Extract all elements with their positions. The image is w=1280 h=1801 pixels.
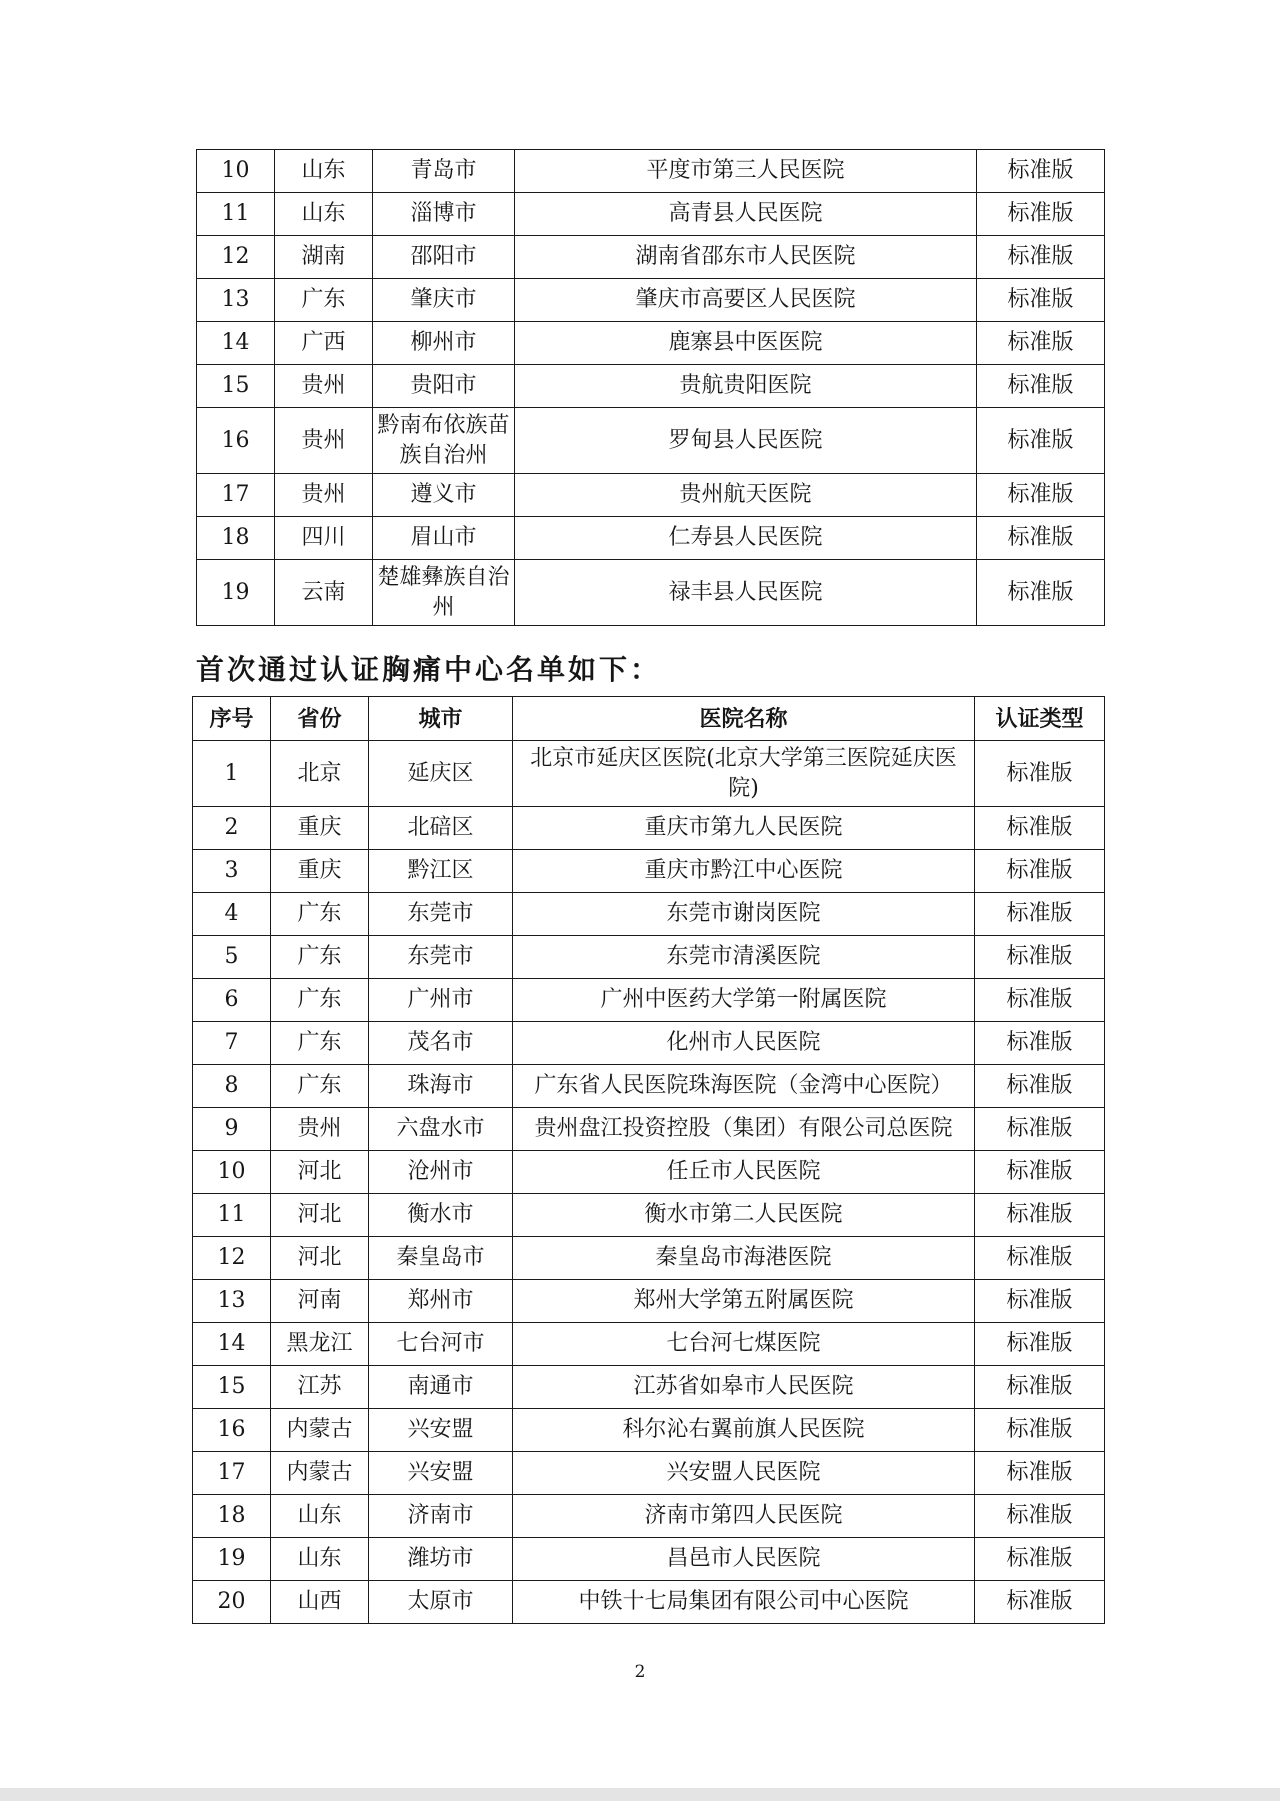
table-row [193, 850, 1105, 893]
cell-type: 标准版 [975, 1151, 1105, 1194]
cell-province: 河北 [271, 1194, 369, 1237]
cell-hospital: 广州中医药大学第一附属医院 [513, 979, 975, 1022]
cell-type: 标准版 [977, 322, 1105, 365]
cell-city: 青岛市 [373, 150, 515, 193]
cell-hospital: 重庆市第九人民医院 [513, 807, 975, 850]
cell-hospital: 江苏省如皋市人民医院 [513, 1366, 975, 1409]
cell-province: 贵州 [271, 1108, 369, 1151]
cell-city: 广州市 [369, 979, 513, 1022]
table-row [193, 1280, 1105, 1323]
header-type: 认证类型 [975, 697, 1105, 741]
cell-type: 标准版 [975, 936, 1105, 979]
table-row [197, 474, 1105, 517]
cell-city: 东莞市 [369, 893, 513, 936]
table-row [193, 893, 1105, 936]
cell-hospital: 科尔沁右翼前旗人民医院 [513, 1409, 975, 1452]
table-row [193, 1237, 1105, 1280]
cell-city: 兴安盟 [369, 1409, 513, 1452]
cell-city: 济南市 [369, 1495, 513, 1538]
cell-hospital: 秦皇岛市海港医院 [513, 1237, 975, 1280]
cell-type: 标准版 [977, 517, 1105, 560]
cell-no: 4 [193, 893, 271, 936]
cell-no: 11 [193, 1194, 271, 1237]
cell-hospital: 昌邑市人民医院 [513, 1538, 975, 1581]
cell-province: 内蒙古 [271, 1452, 369, 1495]
section-heading: 首次通过认证胸痛中心名单如下： [196, 653, 662, 686]
cell-type: 标准版 [975, 1581, 1105, 1624]
cell-city: 茂名市 [369, 1022, 513, 1065]
cell-no: 2 [193, 807, 271, 850]
cell-no: 12 [193, 1237, 271, 1280]
table-row [193, 1452, 1105, 1495]
cell-type: 标准版 [977, 560, 1105, 626]
cell-type: 标准版 [975, 1366, 1105, 1409]
cell-type: 标准版 [975, 807, 1105, 850]
cell-city: 衡水市 [369, 1194, 513, 1237]
cell-no: 11 [197, 193, 275, 236]
cell-city: 延庆区 [369, 741, 513, 807]
cell-type: 标准版 [977, 408, 1105, 474]
cell-province: 山东 [275, 150, 373, 193]
cell-no: 5 [193, 936, 271, 979]
cell-province: 广东 [271, 979, 369, 1022]
table-row [193, 1323, 1105, 1366]
cell-city: 六盘水市 [369, 1108, 513, 1151]
cell-no: 19 [193, 1538, 271, 1581]
header-province: 省份 [271, 697, 369, 741]
cell-type: 标准版 [975, 1323, 1105, 1366]
cell-no: 16 [197, 408, 275, 474]
table-row [197, 279, 1105, 322]
cell-type: 标准版 [975, 1452, 1105, 1495]
cell-city: 珠海市 [369, 1065, 513, 1108]
cell-city: 秦皇岛市 [369, 1237, 513, 1280]
cell-city: 七台河市 [369, 1323, 513, 1366]
table-row [197, 560, 1105, 626]
cell-hospital: 湖南省邵东市人民医院 [515, 236, 977, 279]
cell-type: 标准版 [977, 279, 1105, 322]
cell-province: 江苏 [271, 1366, 369, 1409]
cell-type: 标准版 [975, 1538, 1105, 1581]
cell-hospital: 贵航贵阳医院 [515, 365, 977, 408]
cell-hospital: 济南市第四人民医院 [513, 1495, 975, 1538]
cell-city: 潍坊市 [369, 1538, 513, 1581]
first-certified-chest-pain-centers-table [192, 696, 1105, 1624]
cell-hospital: 兴安盟人民医院 [513, 1452, 975, 1495]
cell-no: 1 [193, 741, 271, 807]
cell-hospital: 贵州盘江投资控股（集团）有限公司总医院 [513, 1108, 975, 1151]
cell-province: 河北 [271, 1237, 369, 1280]
cell-city: 北碚区 [369, 807, 513, 850]
cell-city: 楚雄彝族自治州 [373, 560, 515, 626]
cell-no: 14 [193, 1323, 271, 1366]
cell-city: 眉山市 [373, 517, 515, 560]
cell-type: 标准版 [977, 193, 1105, 236]
cell-city: 黔南布依族苗族自治州 [373, 408, 515, 474]
cell-type: 标准版 [975, 1108, 1105, 1151]
cell-city: 黔江区 [369, 850, 513, 893]
table-row [197, 236, 1105, 279]
cell-type: 标准版 [977, 150, 1105, 193]
cell-hospital: 七台河七煤医院 [513, 1323, 975, 1366]
table-row [193, 1022, 1105, 1065]
cell-hospital: 贵州航天医院 [515, 474, 977, 517]
cell-city: 太原市 [369, 1581, 513, 1624]
cell-city: 邵阳市 [373, 236, 515, 279]
cell-province: 广东 [271, 1065, 369, 1108]
cell-type: 标准版 [975, 1065, 1105, 1108]
cell-hospital: 罗甸县人民医院 [515, 408, 977, 474]
table-row [197, 365, 1105, 408]
cell-hospital: 郑州大学第五附属医院 [513, 1280, 975, 1323]
cell-province: 四川 [275, 517, 373, 560]
cell-city: 淄博市 [373, 193, 515, 236]
cell-hospital: 鹿寨县中医医院 [515, 322, 977, 365]
table-row [197, 193, 1105, 236]
cell-hospital: 禄丰县人民医院 [515, 560, 977, 626]
table1-body [197, 150, 1105, 626]
table2-body [193, 741, 1105, 1624]
cell-city: 沧州市 [369, 1151, 513, 1194]
cell-hospital: 北京市延庆区医院(北京大学第三医院延庆医院) [513, 741, 975, 807]
cell-province: 重庆 [271, 850, 369, 893]
cell-city: 贵阳市 [373, 365, 515, 408]
cell-province: 河北 [271, 1151, 369, 1194]
table-row [193, 1538, 1105, 1581]
cell-city: 遵义市 [373, 474, 515, 517]
table-row [193, 1108, 1105, 1151]
cell-no: 19 [197, 560, 275, 626]
table2-header [193, 697, 1105, 741]
cell-province: 广东 [271, 936, 369, 979]
cell-type: 标准版 [977, 236, 1105, 279]
cell-no: 18 [197, 517, 275, 560]
cell-type: 标准版 [975, 1194, 1105, 1237]
cell-type: 标准版 [975, 1280, 1105, 1323]
cell-hospital: 仁寿县人民医院 [515, 517, 977, 560]
cell-province: 内蒙古 [271, 1409, 369, 1452]
cell-province: 山东 [271, 1495, 369, 1538]
table-row [193, 1065, 1105, 1108]
cell-no: 17 [193, 1452, 271, 1495]
cell-no: 16 [193, 1409, 271, 1452]
cell-no: 15 [193, 1366, 271, 1409]
header-city: 城市 [369, 697, 513, 741]
cell-type: 标准版 [975, 893, 1105, 936]
cell-hospital: 东莞市谢岗医院 [513, 893, 975, 936]
cell-no: 13 [193, 1280, 271, 1323]
cell-province: 云南 [275, 560, 373, 626]
cell-province: 贵州 [275, 408, 373, 474]
cell-no: 17 [197, 474, 275, 517]
table-row [193, 936, 1105, 979]
table-row [193, 741, 1105, 807]
cell-province: 广西 [275, 322, 373, 365]
cell-hospital: 平度市第三人民医院 [515, 150, 977, 193]
cell-no: 12 [197, 236, 275, 279]
table-row [193, 1495, 1105, 1538]
cell-hospital: 衡水市第二人民医院 [513, 1194, 975, 1237]
table-row [197, 150, 1105, 193]
cell-no: 8 [193, 1065, 271, 1108]
cell-province: 山东 [275, 193, 373, 236]
cell-no: 18 [193, 1495, 271, 1538]
cell-province: 湖南 [275, 236, 373, 279]
cell-hospital: 重庆市黔江中心医院 [513, 850, 975, 893]
hospital-list-table-continued [196, 149, 1105, 626]
cell-city: 肇庆市 [373, 279, 515, 322]
table-row [193, 1151, 1105, 1194]
cell-province: 贵州 [275, 365, 373, 408]
table-row [197, 517, 1105, 560]
table-row [193, 1581, 1105, 1624]
cell-type: 标准版 [975, 1409, 1105, 1452]
table-row [193, 1194, 1105, 1237]
cell-hospital: 东莞市清溪医院 [513, 936, 975, 979]
header-row [193, 697, 1105, 741]
cell-no: 14 [197, 322, 275, 365]
table-row [197, 322, 1105, 365]
cell-city: 南通市 [369, 1366, 513, 1409]
cell-no: 13 [197, 279, 275, 322]
cell-province: 广东 [275, 279, 373, 322]
table-row [197, 408, 1105, 474]
scan-footer-band [0, 1788, 1280, 1801]
page-number: 2 [634, 1662, 646, 1682]
cell-type: 标准版 [977, 474, 1105, 517]
table-row [193, 1366, 1105, 1409]
cell-province: 河南 [271, 1280, 369, 1323]
cell-province: 贵州 [275, 474, 373, 517]
cell-no: 9 [193, 1108, 271, 1151]
header-hospital: 医院名称 [513, 697, 975, 741]
cell-city: 兴安盟 [369, 1452, 513, 1495]
cell-no: 20 [193, 1581, 271, 1624]
cell-no: 15 [197, 365, 275, 408]
cell-province: 广东 [271, 1022, 369, 1065]
cell-city: 郑州市 [369, 1280, 513, 1323]
cell-hospital: 高青县人民医院 [515, 193, 977, 236]
cell-type: 标准版 [975, 741, 1105, 807]
cell-type: 标准版 [975, 850, 1105, 893]
cell-type: 标准版 [975, 1022, 1105, 1065]
header-no: 序号 [193, 697, 271, 741]
cell-city: 柳州市 [373, 322, 515, 365]
cell-hospital: 肇庆市高要区人民医院 [515, 279, 977, 322]
table-row [193, 807, 1105, 850]
cell-hospital: 广东省人民医院珠海医院（金湾中心医院） [513, 1065, 975, 1108]
table-row [193, 979, 1105, 1022]
table-row [193, 1409, 1105, 1452]
cell-province: 重庆 [271, 807, 369, 850]
cell-hospital: 中铁十七局集团有限公司中心医院 [513, 1581, 975, 1624]
cell-type: 标准版 [977, 365, 1105, 408]
cell-no: 7 [193, 1022, 271, 1065]
cell-type: 标准版 [975, 1237, 1105, 1280]
cell-city: 东莞市 [369, 936, 513, 979]
cell-no: 6 [193, 979, 271, 1022]
cell-province: 广东 [271, 893, 369, 936]
cell-no: 3 [193, 850, 271, 893]
cell-province: 山西 [271, 1581, 369, 1624]
cell-type: 标准版 [975, 979, 1105, 1022]
cell-province: 山东 [271, 1538, 369, 1581]
cell-province: 黑龙江 [271, 1323, 369, 1366]
cell-hospital: 化州市人民医院 [513, 1022, 975, 1065]
cell-hospital: 任丘市人民医院 [513, 1151, 975, 1194]
cell-type: 标准版 [975, 1495, 1105, 1538]
cell-no: 10 [193, 1151, 271, 1194]
cell-no: 10 [197, 150, 275, 193]
cell-province: 北京 [271, 741, 369, 807]
